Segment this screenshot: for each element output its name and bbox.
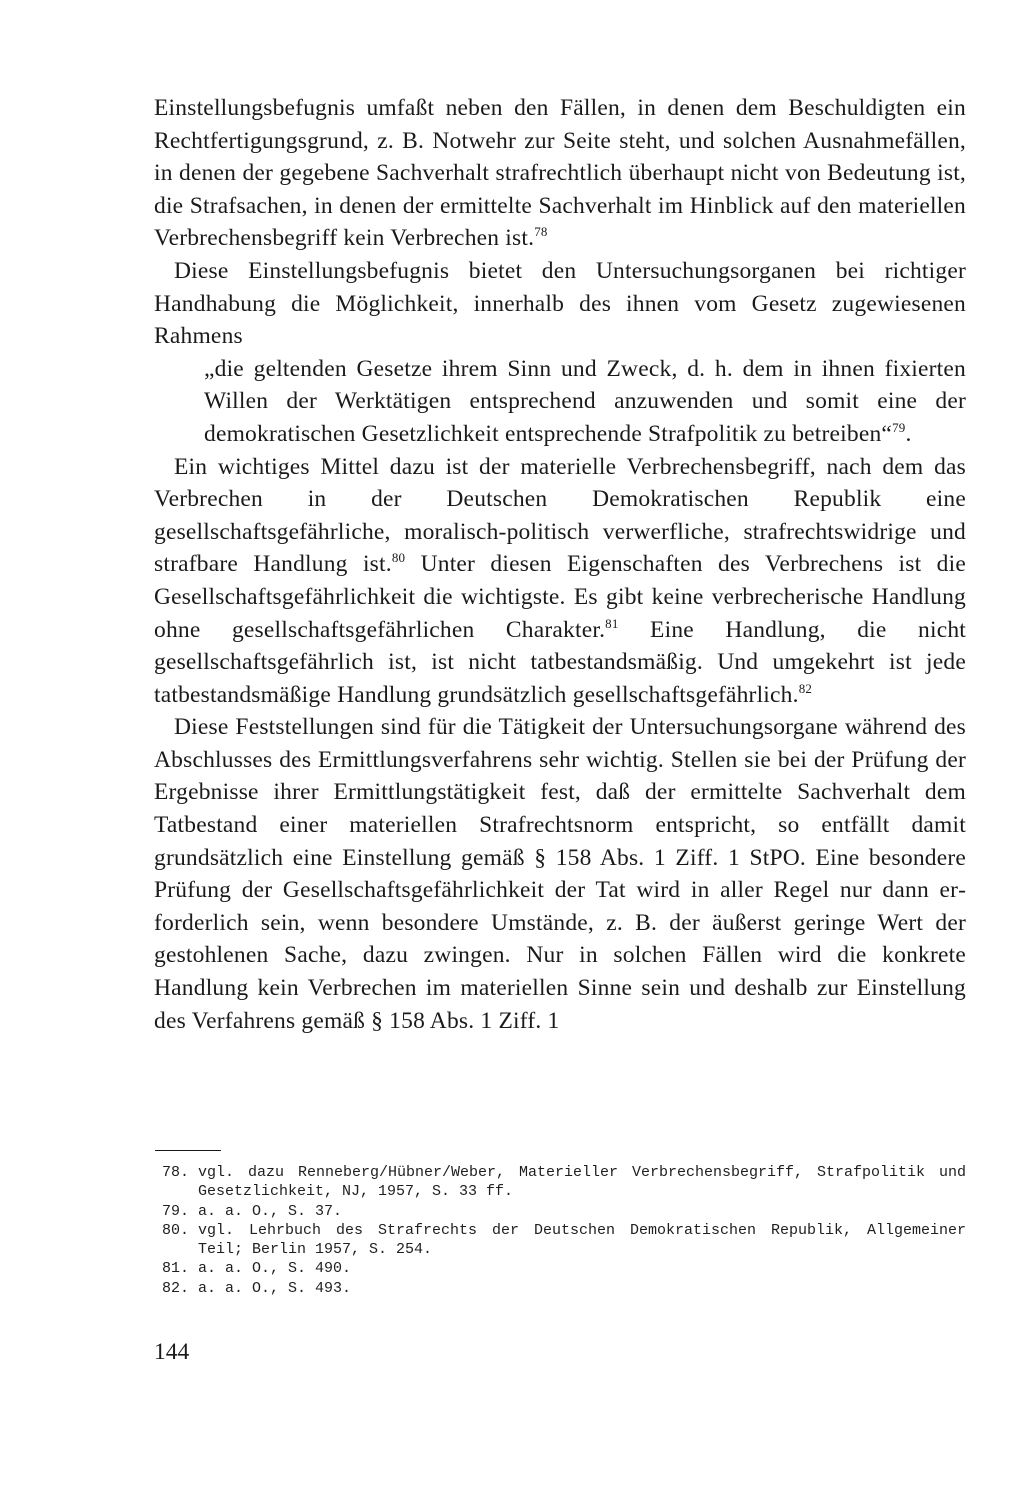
footnote-separator [155, 1150, 221, 1151]
footnote-ref-81: 81 [605, 615, 619, 631]
footnote-ref-78: 78 [534, 224, 548, 240]
paragraph-3-part-3: Eine Handlung, die nicht gesellschaftsgefährlich ist, ist nicht tatbestandsmäßig. Und umgekehrt ist jede tatbestandsmäßige Handlung grundsätzlich gesellschaftsgefährlich. [154, 616, 966, 708]
main-text [154, 92, 966, 1037]
paragraph-4 [154, 711, 966, 1037]
paragraph-1 [154, 92, 966, 255]
footnote-number: 79. [162, 1202, 190, 1220]
paragraph-3 [154, 451, 966, 712]
footnote-number: 78. [162, 1164, 190, 1181]
paragraph-4-text: Diese Feststellungen sind für die Tätigkeit der Untersuchungsorgane während des Abschlusses des Ermittlungsverfahrens sehr wichtig. Stellen sie bei der Prüfung der Ergebnisse ihrer Ermittlungstätigkeit fest, daß der ermittelte Sachverhalt dem Tatbestand einer materiellen Strafrechtsnorm entspricht, so entfällt damit grundsätzlich eine Einstellung gemäß § 158 Abs. 1 Ziff. 1 StPO. Eine besondere Prüfung der Gesellschaftsgefährlichkeit der Tat wird in aller Regel nur dann erforderlich sein, wenn besondere Umstände, z. B. der äußerst geringe Wert der gestohlenen Sache, dazu zwingen. Nur in solchen Fällen wird die konkrete Handlung kein Verbrechen im materiellen Sinne sein und deshalb zur Einstellung des Verfahrens gemäß § 158 Abs. 1 Ziff. 1 [154, 714, 966, 1034]
footnote-number: 80. [162, 1221, 190, 1239]
block-quote-text: „die geltenden Gesetze ihrem Sinn und Zweck, d. h. dem in ihnen fixierten Willen der Werktätigen entsprechend anzuwenden und somit eine der demokratischen Gesetzlichkeit entsprechende Strafpolitik zu betreiben“ [204, 355, 966, 447]
block-quote [204, 353, 966, 451]
footnote-number: 82. [162, 1279, 190, 1297]
footnote-text: vgl. Lehrbuch des Strafrechts der Deutschen Demokratischen Republik, Allgemeiner Teil; Berlin 1957, S. 254. [198, 1221, 966, 1259]
footnote-82 [162, 1279, 966, 1298]
footnote-ref-79: 79 [892, 419, 906, 435]
footnote-ref-82: 82 [798, 680, 813, 696]
footnote-number: 81. [162, 1260, 190, 1278]
paragraph-2-text: Diese Einstellungsbefugnis bietet den Untersuchungsorganen bei richtiger Handhabung die Möglichkeit, innerhalb des ihnen vom Gesetz zugewiesenen Rahmens [154, 257, 966, 350]
footnote-text: a. a. O., S. 490. [198, 1260, 352, 1278]
footnote-text: a. a. O., S. 493. [198, 1279, 352, 1297]
block-quote-end: . [905, 420, 912, 447]
footnote-78 [162, 1163, 966, 1202]
footnote-ref-80: 80 [391, 550, 406, 566]
paragraph-1-text: Einstellungsbefugnis umfaßt neben den Fällen, in denen dem Beschuldigten ein Rechtfertigungsgrund, z. B. Notwehr zur Seite steht, und solchen Ausnahmefällen, in denen der gegebene Sachverhalt strafrechtlich überhaupt nicht von Bedeutung ist, die Strafsachen, in denen der ermittelte Sachverhalt im Hinblick auf den materiellen Verbrechensbegriff kein Verbrechen ist. [154, 95, 966, 252]
footnote-79 [162, 1202, 966, 1221]
footnotes [162, 1163, 966, 1298]
paragraph-3-part-2: Unter diesen Eigenschaften des Verbrechens ist die Gesellschaftsgefährlichkeit die wichtigste. Es gibt keine verbrecherische Handlung ohne gesellschaftsgefährlichen Charakter. [154, 551, 966, 643]
footnote-80 [162, 1221, 966, 1260]
footnote-81 [162, 1259, 966, 1278]
footnote-text: vgl. dazu Renneberg/Hübner/Weber, Materieller Verbrechensbegriff, Strafpolitik und Gesetzlichkeit, NJ, 1957, S. 33 ff. [198, 1164, 966, 1201]
footnote-text: a. a. O., S. 37. [198, 1202, 343, 1220]
paragraph-3-part-1: Ein wichtiges Mittel dazu ist der materielle Verbrechensbegriff, nach dem das Verbrechen in der Deutschen Demokratischen Republik eine gesellschaftsgefährliche, moralisch-politisch verwerfliche, strafrechtswidrige und strafbare Handlung ist. [154, 453, 966, 578]
page-number: 144 [154, 1339, 190, 1365]
paragraph-2 [154, 255, 966, 353]
